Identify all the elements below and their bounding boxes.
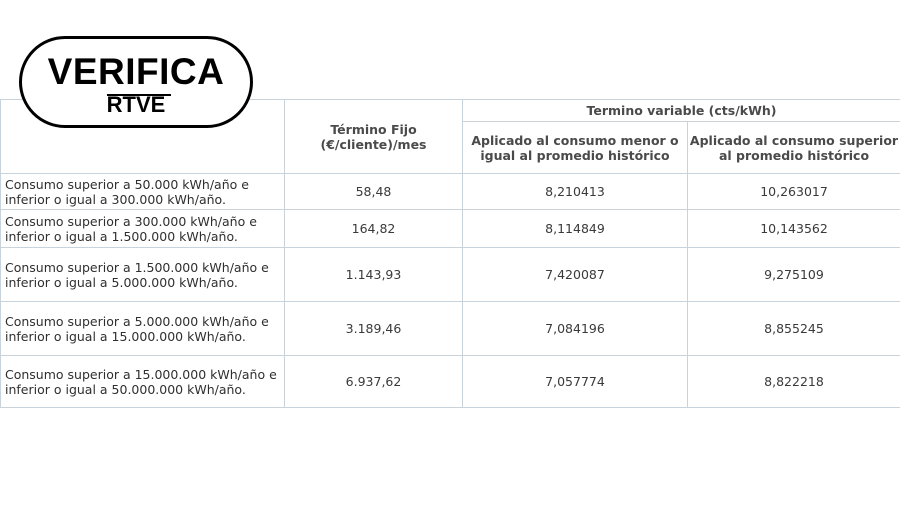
header-variable-low: Aplicado al consumo menor o igual al promedio histórico bbox=[463, 122, 688, 174]
header-fixed-term: Término Fijo (€/cliente)/mes bbox=[285, 100, 463, 174]
fixed-term-value: 164,82 bbox=[285, 210, 463, 248]
verifica-rtve-logo bbox=[19, 36, 253, 128]
header-variable-term: Termino variable (cts/kWh) bbox=[463, 100, 900, 122]
variable-high-value: 10,143562 bbox=[688, 210, 900, 248]
row-label: Consumo superior a 5.000.000 kWh/año e inferior o igual a 15.000.000 kWh/año. bbox=[1, 302, 285, 356]
row-label: Consumo superior a 50.000 kWh/año e inferior o igual a 300.000 kWh/año. bbox=[1, 174, 285, 210]
table-row bbox=[1, 248, 900, 302]
logo-rtve-text: RTVE bbox=[106, 92, 166, 117]
variable-high-value: 8,855245 bbox=[688, 302, 900, 356]
table-row bbox=[1, 356, 900, 408]
variable-low-value: 8,114849 bbox=[463, 210, 688, 248]
variable-low-value: 7,057774 bbox=[463, 356, 688, 408]
variable-high-value: 8,822218 bbox=[688, 356, 900, 408]
variable-high-value: 10,263017 bbox=[688, 174, 900, 210]
variable-low-value: 7,420087 bbox=[463, 248, 688, 302]
table-row bbox=[1, 302, 900, 356]
logo-verifica-text: VERIFICA bbox=[47, 51, 225, 92]
row-label: Consumo superior a 1.500.000 kWh/año e inferior o igual a 5.000.000 kWh/año. bbox=[1, 248, 285, 302]
table-row bbox=[1, 210, 900, 248]
fixed-term-value: 3.189,46 bbox=[285, 302, 463, 356]
row-label: Consumo superior a 300.000 kWh/año e inferior o igual a 1.500.000 kWh/año. bbox=[1, 210, 285, 248]
table-row bbox=[1, 174, 900, 210]
variable-high-value: 9,275109 bbox=[688, 248, 900, 302]
variable-low-value: 8,210413 bbox=[463, 174, 688, 210]
fixed-term-value: 1.143,93 bbox=[285, 248, 463, 302]
header-variable-high: Aplicado al consumo superior al promedio histórico bbox=[688, 122, 900, 174]
tariff-table bbox=[0, 99, 900, 408]
tariff-table-container bbox=[0, 99, 900, 410]
row-label: Consumo superior a 15.000.000 kWh/año e inferior o igual a 50.000.000 kWh/año. bbox=[1, 356, 285, 408]
fixed-term-value: 58,48 bbox=[285, 174, 463, 210]
variable-low-value: 7,084196 bbox=[463, 302, 688, 356]
fixed-term-value: 6.937,62 bbox=[285, 356, 463, 408]
